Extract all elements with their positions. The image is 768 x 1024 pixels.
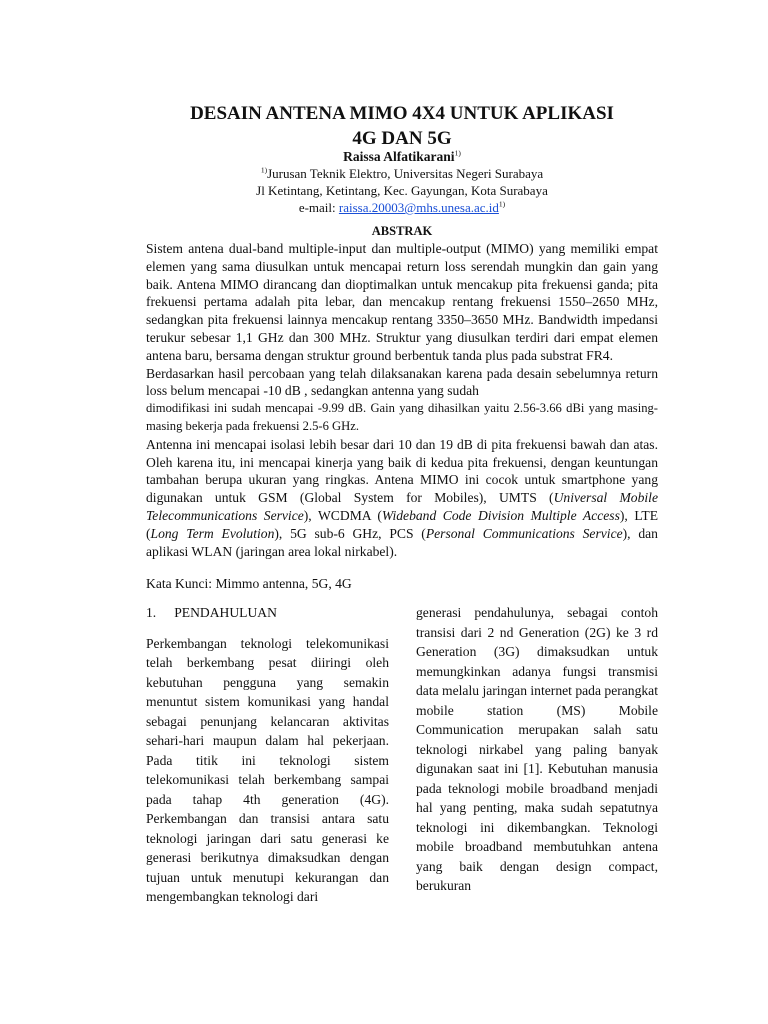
- abstract-text-lte: ), LTE (: [146, 507, 658, 541]
- wcdma-expansion: Wideband Code Division Multiple Access: [381, 507, 620, 523]
- right-column-text: generasi pendahulunya, sebagai contoh transisi dari 2 nd Generation (2G) ke 3 rd Generation (3G) dimaksudkan untuk memungkinkan adanya fungsi transmisi data melalu jaringan internet pada perangkat mobile station (MS) Mobile Communication merupakan salah satu teknologi nirkabel yang paling banyak digunakan saat ini [1]. Kebutuhan manusia pada teknologi mobile broadband menjadi hal yang penting, maka sudah sepatutnya teknologi ini dikembangkan. Teknologi mobile broadband membutuhkan antena yang baik dengan design compact, berukuran: [416, 605, 658, 893]
- abstract-text-pcs: ), 5G sub-6 GHz, PCS (: [274, 525, 426, 541]
- section-title: PENDAHULUAN: [174, 605, 277, 620]
- abstract-text-main: Antenna ini mencapai isolasi lebih besar dari 10 dan 19 dB di pita frekuensi bawah dan atas. Oleh karena itu, ini mencapai kinerja yang baik di kedua pita frekuensi, dengan keuntungan tambahan berupa ukuran yang ringkas. Antena MIMO ini cocok untuk smartphone yang digunakan untuk GSM (Global System for Mobiles), UMTS (: [146, 436, 658, 506]
- pcs-expansion: Personal Communications Service: [425, 525, 623, 541]
- address-line: Jl Ketintang, Ketintang, Kec. Gayungan, Kota Surabaya: [256, 183, 548, 198]
- abstract-paragraph-2a: Berdasarkan hasil percobaan yang telah dilaksanakan karena pada desain sebelumnya return loss belum mencapai -10 dB , sedangkan antenna yang sudah: [146, 365, 658, 399]
- section-number: 1.: [146, 605, 157, 620]
- abstract-text-wcdma: ), WCDMA (: [303, 507, 382, 523]
- email-label: e-mail:: [298, 200, 339, 215]
- lte-expansion: Long Term Evolution: [150, 525, 275, 541]
- paper-title: [146, 101, 658, 151]
- email-line: [146, 199, 658, 216]
- author-line: [146, 148, 658, 165]
- author-name: Raissa Alfatikarani: [343, 149, 455, 164]
- abstract-paragraph-2b: dimodifikasi ini sudah mencapai -9.99 dB. Gain yang dihasilkan yaitu 2.56-3.66 dBi yang masing-masing bekerja pada frekuensi 2.5-6 GHz.: [146, 401, 658, 433]
- abstract-body: [146, 240, 658, 560]
- abstract-heading: ABSTRAK: [371, 224, 433, 238]
- email-link[interactable]: raissa.20003@mhs.unesa.ac.id: [338, 200, 499, 215]
- umts-expansion: Universal Mobile Telecommunications Service: [146, 490, 658, 523]
- right-column: [416, 603, 658, 896]
- keywords: Kata Kunci: Mimmo antenna, 5G, 4G: [146, 576, 352, 591]
- affiliation-sup: 1): [260, 165, 268, 175]
- author-name-sup: 1): [454, 148, 461, 158]
- title-line-1: DESAIN ANTENA MIMO 4X4 UNTUK APLIKASI: [190, 103, 614, 124]
- abstract-text-end: ), dan aplikasi WLAN (jaringan area lokal nirkabel).: [146, 525, 658, 559]
- left-column-text: Perkembangan teknologi telekomunikasi telah berkembang pesat diiringi oleh kebutuhan pengguna yang semakin menuntut sistem komunikasi yang handal sebagai penunjang kelancaran aktivitas sehari-hari maupun dalam hal pekerjaan. Pada titik ini teknologi sistem telekomunikasi telah berkembang sampai pada tahap 4th generation (4G). Perkembangan dan transisi antara satu teknologi jaringan dari satu generasi ke generasi berikutnya dimaksudkan dengan tujuan untuk menutupi kekurangan dan mengembangkan teknologi dari: [146, 635, 389, 904]
- affiliation: Jurusan Teknik Elektro, Universitas Negeri Surabaya: [267, 166, 544, 181]
- author-block: [146, 148, 658, 216]
- title-line-2: 4G DAN 5G: [352, 128, 452, 149]
- section-heading: [146, 603, 389, 623]
- email-sup: 1): [498, 199, 506, 209]
- affiliation-line: [146, 165, 658, 182]
- abstract-paragraph-1: Sistem antena dual-band multiple-input dan multiple-output (MIMO) yang memiliki empat elemen yang sama diusulkan untuk mencapai return loss serendah mungkin dan gain yang baik. Antena MIMO dirancang dan dioptimalkan untuk mencakup pita frekuensi ganda; pita frekuensi pertama adalah pita lebar, dan mencakup rentang frekuensi 1550–2650 MHz, sedangkan pita frekuensi lainnya mencakup rentang 3350–3650 MHz. Bandwidth impedansi terukur sebesar 1,1 GHz dan 300 MHz. Struktur yang diusulkan terdiri dari empat elemen antena baru, bersama dengan struktur ground berbentuk tanda plus pada substrat FR4.: [146, 241, 658, 363]
- abstract-paragraph-2c: [146, 436, 658, 561]
- left-column: [146, 603, 389, 907]
